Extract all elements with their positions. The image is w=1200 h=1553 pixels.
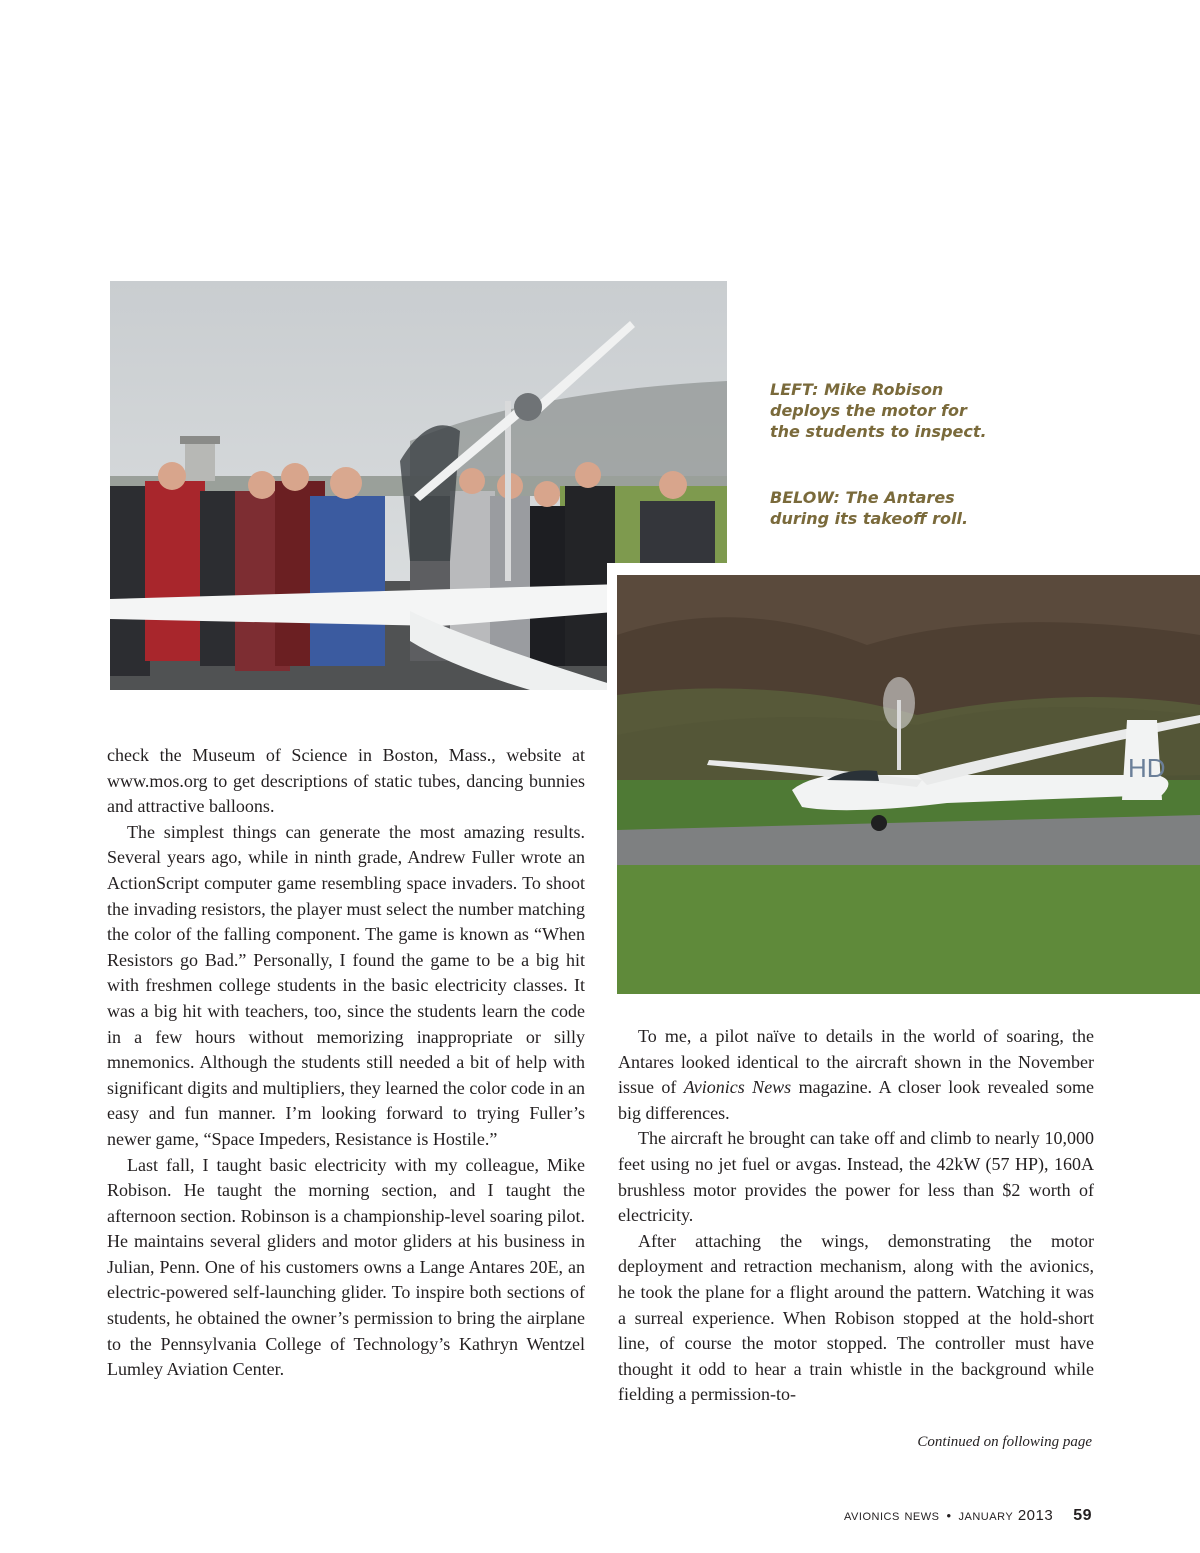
continued-notice: Continued on following page <box>917 1434 1092 1450</box>
footer-bullet: • <box>946 1508 952 1523</box>
paragraph: check the Museum of Science in Boston, Mass., website at www.mos.org to get descriptions of static tubes, dancing bunnies and attractive balloons. <box>107 745 585 817</box>
page-number: 59 <box>1073 1507 1092 1524</box>
body-column-left <box>107 743 585 1383</box>
footer-magazine: avionics news <box>844 1507 940 1524</box>
paragraph: Last fall, I taught basic electricity with my colleague, Mike Robison. He taught the morning section, and I taught the afternoon section. Robinson is a championship-level soaring pilot. He maintains several gliders and motor gliders at his business in Julian, Penn. One of his customers owns a Lange Antares 20E, an electric-powered self-launching glider. To inspire both sections of students, he obtained the owner’s permission to bring the airplane to the Pennsylvania College of Technology’s Kathryn Wentzel Lumley Aviation Center. <box>107 1154 585 1380</box>
magazine-title: Avionics News <box>683 1077 792 1098</box>
caption-below: BELOW: The Antares during its takeoff roll. <box>770 488 969 528</box>
paragraph-text: magazine. A closer look revealed some big differences. <box>618 1077 1094 1123</box>
page-footer <box>844 1507 1092 1525</box>
photo-antares-takeoff <box>607 563 1200 994</box>
paragraph: The aircraft he brought can take off and climb to nearly 10,000 feet using no jet fuel or avgas. Instead, the 42kW (57 HP), 160A brushless motor provides the power for less than $2 worth of electricity. <box>618 1128 1094 1226</box>
caption-left: LEFT: Mike Robison deploys the motor for the students to inspect. <box>770 380 987 441</box>
footer-issue: january 2013 <box>958 1507 1054 1524</box>
antares-takeoff-illustration <box>617 575 1200 994</box>
paragraph: The simplest things can generate the most amazing results. Several years ago, while in ninth grade, Andrew Fuller wrote an ActionScript computer game resembling space invaders. To shoot the invading resistors, the player must select the number matching the color of the falling component. The game is known as “When Resistors go Bad.” Personally, I found the game to be a big hit with freshmen college students in the basic electricity classes. It was a big hit with teachers, too, since the students learn the code in a few hours without memorizing inappropriate or silly mnemonics. Although the students still needed a bit of help with significant digits and multipliers, they learned the color code in an easy and fun manner. I’m looking forward to trying Fuller’s newer game, “Space Impeders, Resistance is Hostile.” <box>107 821 585 1149</box>
tail-code: HD <box>1128 753 1166 783</box>
paragraph <box>618 1024 1094 1126</box>
paragraph-text: To me, a pilot naïve to details in the world of soaring, the Antares looked identical to the aircraft shown in the November issue of <box>618 1026 1094 1098</box>
body-column-right <box>618 1024 1094 1408</box>
paragraph: After attaching the wings, demonstrating the motor deployment and retraction mechanism, along with the avionics, he took the plane for a flight around the pattern. Watching it was a surreal experience. When Robison stopped at the hold-short line, of course the motor stopped. The controller must have thought it odd to hear a train whistle in the background while fielding a permission-to- <box>618 1230 1094 1405</box>
